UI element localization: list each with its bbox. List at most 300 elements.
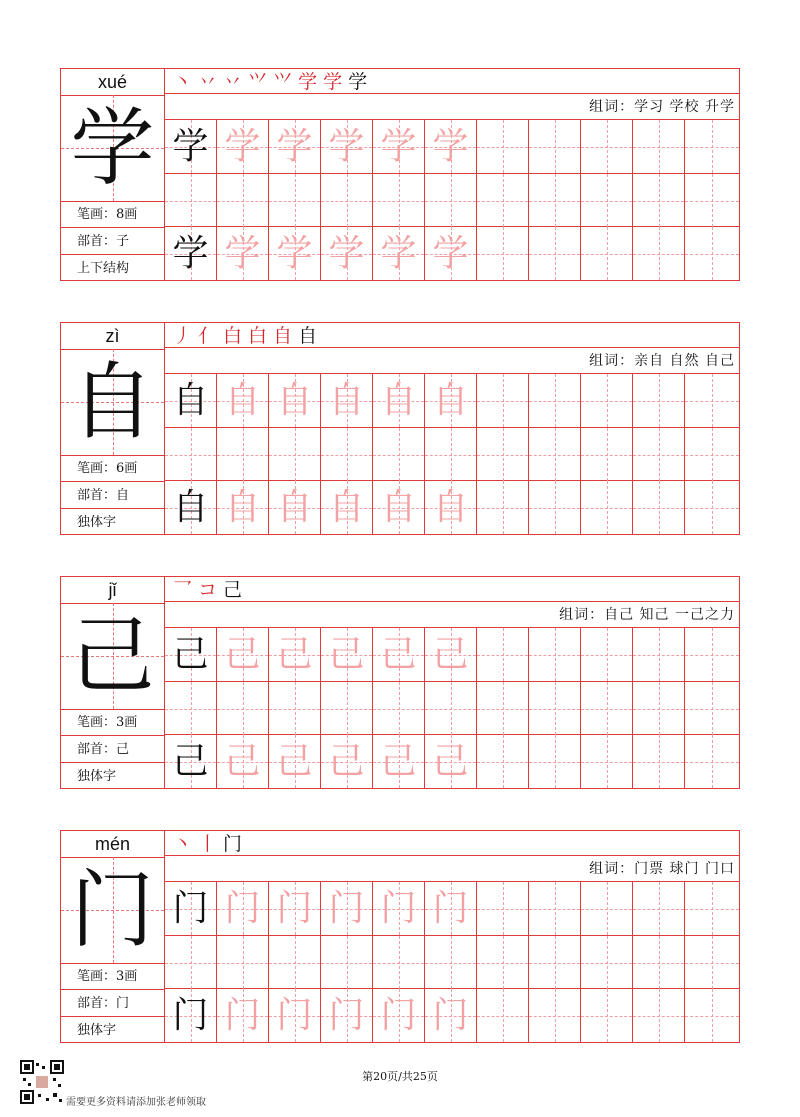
word-examples: 组词：自己 知己 一己之力 xyxy=(165,602,740,628)
practice-cell[interactable] xyxy=(217,120,269,173)
practice-cell[interactable] xyxy=(529,989,581,1042)
guide-line-v xyxy=(659,120,660,173)
practice-cell[interactable] xyxy=(373,936,425,989)
stroke-order-row xyxy=(165,68,740,94)
stroke-step: 丷 xyxy=(223,71,249,93)
stroke-count: 笔画：6画 xyxy=(61,456,164,482)
grid-row xyxy=(165,174,739,227)
guide-line-v xyxy=(607,120,608,173)
practice-cell[interactable] xyxy=(685,735,739,788)
char-block xyxy=(60,68,740,281)
guide-line-v xyxy=(712,174,713,227)
guide-line-v xyxy=(659,989,660,1042)
practice-cell[interactable] xyxy=(373,374,425,427)
practice-cell[interactable] xyxy=(217,628,269,681)
stroke-step: 亻 xyxy=(198,325,224,347)
practice-cell[interactable] xyxy=(269,227,321,280)
practice-cell[interactable] xyxy=(165,882,217,935)
guide-line-v xyxy=(503,882,504,935)
practice-cell[interactable] xyxy=(581,120,633,173)
practice-cell[interactable] xyxy=(321,174,373,227)
practice-cell[interactable] xyxy=(373,428,425,481)
stroke-step: 学 xyxy=(348,71,374,93)
char-info-column xyxy=(60,576,165,789)
guide-line-v xyxy=(243,174,244,227)
guide-line-v xyxy=(659,174,660,227)
practice-cell[interactable] xyxy=(217,174,269,227)
big-character: 自 xyxy=(70,353,155,451)
practice-cell[interactable] xyxy=(477,682,529,735)
radical-label: 部首：自 xyxy=(61,483,164,509)
big-char-cell xyxy=(61,857,164,964)
trace-character: 门 xyxy=(328,888,365,929)
guide-line-v xyxy=(399,174,400,227)
guide-line-v xyxy=(191,428,192,481)
stroke-step: 丶 xyxy=(173,833,199,855)
guide-line-v xyxy=(503,936,504,989)
grid-row xyxy=(165,481,739,534)
practice-cell[interactable] xyxy=(685,481,739,534)
practice-cell[interactable] xyxy=(581,374,633,427)
trace-character: 学 xyxy=(276,233,313,274)
practice-cell[interactable] xyxy=(477,428,529,481)
word-examples: 组词：学习 学校 升学 xyxy=(165,94,740,120)
practice-cell[interactable] xyxy=(633,227,685,280)
practice-cell[interactable] xyxy=(529,374,581,427)
stroke-step: 乛 xyxy=(173,579,199,601)
stroke-step: 白 xyxy=(248,325,274,347)
stroke-step: 丿 xyxy=(173,325,199,347)
trace-character: 学 xyxy=(432,126,469,167)
guide-line-v xyxy=(243,428,244,481)
practice-cell[interactable] xyxy=(685,882,739,935)
practice-cell[interactable] xyxy=(269,120,321,173)
practice-cell[interactable] xyxy=(633,682,685,735)
practice-cell[interactable] xyxy=(477,174,529,227)
practice-cell[interactable] xyxy=(425,936,477,989)
guide-line-v xyxy=(607,481,608,534)
practice-cell[interactable] xyxy=(633,735,685,788)
char-block xyxy=(60,830,740,1043)
stroke-step: 白 xyxy=(223,325,249,347)
practice-cell[interactable] xyxy=(373,682,425,735)
stroke-order-row xyxy=(165,322,740,348)
guide-line-v xyxy=(451,682,452,735)
practice-cell[interactable] xyxy=(581,682,633,735)
stroke-step: ⺍ xyxy=(248,71,274,93)
char-block xyxy=(60,576,740,789)
practice-cell[interactable] xyxy=(477,735,529,788)
practice-cell[interactable] xyxy=(477,936,529,989)
guide-line-v xyxy=(451,174,452,227)
stroke-step: 丨 xyxy=(198,833,224,855)
trace-character: 自 xyxy=(328,380,365,421)
practice-cell[interactable] xyxy=(269,682,321,735)
practice-cell[interactable] xyxy=(217,227,269,280)
practice-cell[interactable] xyxy=(425,735,477,788)
page-number: 第20页/共25页 xyxy=(362,1070,438,1083)
trace-character: 己 xyxy=(224,634,261,675)
practice-cell[interactable] xyxy=(269,989,321,1042)
practice-cell[interactable] xyxy=(373,174,425,227)
practice-cell[interactable] xyxy=(321,481,373,534)
practice-cell[interactable] xyxy=(529,174,581,227)
guide-line-v xyxy=(503,374,504,427)
trace-character: 自 xyxy=(432,380,469,421)
guide-line-v xyxy=(347,428,348,481)
practice-cell[interactable] xyxy=(321,735,373,788)
practice-cell[interactable] xyxy=(633,936,685,989)
trace-character: 自 xyxy=(380,380,417,421)
practice-cell[interactable] xyxy=(269,481,321,534)
practice-cell[interactable] xyxy=(165,227,217,280)
trace-character: 学 xyxy=(380,126,417,167)
practice-cell[interactable] xyxy=(321,120,373,173)
writing-grid xyxy=(165,628,740,789)
practice-cell[interactable] xyxy=(425,628,477,681)
guide-line-v xyxy=(607,227,608,280)
stroke-step: 己 xyxy=(223,579,249,601)
trace-character: 己 xyxy=(328,634,365,675)
practice-cell[interactable] xyxy=(217,936,269,989)
guide-line-v xyxy=(555,936,556,989)
practice-cell[interactable] xyxy=(633,374,685,427)
practice-cell[interactable] xyxy=(269,882,321,935)
grid-row xyxy=(165,882,739,935)
guide-line-v xyxy=(503,481,504,534)
practice-cell[interactable] xyxy=(581,481,633,534)
stroke-count: 笔画：3画 xyxy=(61,964,164,990)
practice-cell[interactable] xyxy=(685,428,739,481)
big-char-cell xyxy=(61,603,164,710)
trace-character: 己 xyxy=(328,741,365,782)
word-examples: 组词：亲自 自然 自己 xyxy=(165,348,740,374)
guide-line-v xyxy=(555,989,556,1042)
guide-line-v xyxy=(295,428,296,481)
stroke-step: ⺍ xyxy=(273,71,299,93)
guide-line-v xyxy=(451,428,452,481)
structure-label: 独体字 xyxy=(77,769,117,784)
practice-cell[interactable] xyxy=(477,628,529,681)
trace-character: 学 xyxy=(224,126,261,167)
practice-cell[interactable] xyxy=(217,989,269,1042)
guide-line-v xyxy=(712,120,713,173)
grid-row xyxy=(165,120,739,173)
guide-line-v xyxy=(295,174,296,227)
guide-line-v xyxy=(607,882,608,935)
practice-cell[interactable] xyxy=(581,735,633,788)
model-character: 自 xyxy=(172,487,209,528)
practice-cell[interactable] xyxy=(685,120,739,173)
practice-cell[interactable] xyxy=(373,481,425,534)
guide-line-v xyxy=(555,735,556,788)
grid-row xyxy=(165,735,739,788)
grid-row xyxy=(165,227,739,280)
practice-cell[interactable] xyxy=(373,882,425,935)
pinyin-label: jǐ xyxy=(61,577,164,604)
guide-line-v xyxy=(607,174,608,227)
practice-cell[interactable] xyxy=(529,735,581,788)
trace-character: 自 xyxy=(276,487,313,528)
practice-cell[interactable] xyxy=(425,682,477,735)
guide-line-v xyxy=(347,682,348,735)
practice-cell[interactable] xyxy=(685,989,739,1042)
practice-cell[interactable] xyxy=(425,428,477,481)
practice-cell[interactable] xyxy=(633,882,685,935)
guide-line-v xyxy=(399,428,400,481)
guide-line-v xyxy=(712,481,713,534)
trace-character: 学 xyxy=(328,233,365,274)
guide-line-v xyxy=(295,936,296,989)
practice-cell[interactable] xyxy=(321,374,373,427)
practice-cell[interactable] xyxy=(633,989,685,1042)
practice-cell[interactable] xyxy=(217,374,269,427)
practice-cell[interactable] xyxy=(165,481,217,534)
guide-line-v xyxy=(243,936,244,989)
practice-cell[interactable] xyxy=(685,628,739,681)
practice-cell[interactable] xyxy=(425,174,477,227)
practice-cell[interactable] xyxy=(685,227,739,280)
practice-cell[interactable] xyxy=(633,120,685,173)
practice-cell[interactable] xyxy=(581,628,633,681)
practice-cell[interactable] xyxy=(633,481,685,534)
practice-cell[interactable] xyxy=(269,628,321,681)
practice-cell[interactable] xyxy=(165,120,217,173)
guide-line-v xyxy=(503,989,504,1042)
practice-cell[interactable] xyxy=(425,882,477,935)
guide-line-v xyxy=(659,735,660,788)
guide-line-v xyxy=(503,120,504,173)
guide-line-v xyxy=(712,628,713,681)
practice-cell[interactable] xyxy=(373,227,425,280)
practice-cell[interactable] xyxy=(581,989,633,1042)
practice-cell[interactable] xyxy=(529,227,581,280)
char-info-column xyxy=(60,322,165,535)
guide-line-v xyxy=(555,120,556,173)
guide-line-v xyxy=(555,628,556,681)
practice-cell[interactable] xyxy=(165,174,217,227)
practice-cell[interactable] xyxy=(477,227,529,280)
guide-line-v xyxy=(503,682,504,735)
practice-cell[interactable] xyxy=(217,682,269,735)
grid-row xyxy=(165,628,739,681)
guide-line-v xyxy=(555,428,556,481)
guide-line-v xyxy=(607,936,608,989)
trace-character: 门 xyxy=(276,995,313,1036)
guide-line-v xyxy=(659,227,660,280)
guide-line-v xyxy=(191,682,192,735)
practice-cell[interactable] xyxy=(217,428,269,481)
guide-line-v xyxy=(659,428,660,481)
guide-line-v xyxy=(243,682,244,735)
practice-cell[interactable] xyxy=(321,936,373,989)
practice-cell[interactable] xyxy=(165,936,217,989)
radical-label: 部首：门 xyxy=(61,991,164,1017)
pinyin-label: mén xyxy=(61,831,164,858)
practice-cell[interactable] xyxy=(425,374,477,427)
practice-cell[interactable] xyxy=(529,882,581,935)
practice-cell[interactable] xyxy=(581,227,633,280)
pinyin-label: zì xyxy=(61,323,164,350)
guide-line-v xyxy=(295,682,296,735)
model-character: 自 xyxy=(172,380,209,421)
big-char-cell xyxy=(61,349,164,456)
practice-cell[interactable] xyxy=(685,374,739,427)
guide-line-v xyxy=(607,989,608,1042)
practice-cell[interactable] xyxy=(581,428,633,481)
trace-character: 门 xyxy=(224,888,261,929)
guide-line-v xyxy=(399,936,400,989)
guide-line-v xyxy=(607,735,608,788)
guide-line-v xyxy=(712,989,713,1042)
practice-cell[interactable] xyxy=(321,682,373,735)
trace-character: 自 xyxy=(224,380,261,421)
guide-line-v xyxy=(659,374,660,427)
guide-line-v xyxy=(712,735,713,788)
practice-cell[interactable] xyxy=(633,174,685,227)
practice-cell[interactable] xyxy=(165,374,217,427)
practice-cell[interactable] xyxy=(373,989,425,1042)
practice-cell[interactable] xyxy=(581,174,633,227)
guide-line-v xyxy=(712,227,713,280)
practice-cell[interactable] xyxy=(425,989,477,1042)
guide-line-v xyxy=(607,628,608,681)
word-examples: 组词：门票 球门 门口 xyxy=(165,856,740,882)
practice-cell[interactable] xyxy=(633,428,685,481)
practice-cell[interactable] xyxy=(685,174,739,227)
practice-cell[interactable] xyxy=(633,628,685,681)
trace-character: 学 xyxy=(432,233,469,274)
trace-character: 门 xyxy=(380,888,417,929)
practice-cell[interactable] xyxy=(581,882,633,935)
practice-cell[interactable] xyxy=(217,481,269,534)
guide-line-v xyxy=(712,682,713,735)
guide-line-v xyxy=(659,628,660,681)
trace-character: 自 xyxy=(276,380,313,421)
guide-line-v xyxy=(555,481,556,534)
practice-cell[interactable] xyxy=(425,227,477,280)
guide-line-v xyxy=(659,882,660,935)
trace-character: 己 xyxy=(380,741,417,782)
practice-cell[interactable] xyxy=(217,882,269,935)
trace-character: 己 xyxy=(432,634,469,675)
practice-cell[interactable] xyxy=(321,227,373,280)
guide-line-v xyxy=(191,936,192,989)
practice-cell[interactable] xyxy=(477,481,529,534)
trace-character: 门 xyxy=(380,995,417,1036)
writing-grid xyxy=(165,882,740,1043)
stroke-step: 门 xyxy=(223,833,249,855)
stroke-order-row xyxy=(165,830,740,856)
practice-cell[interactable] xyxy=(269,735,321,788)
model-character: 学 xyxy=(172,126,209,167)
stroke-step: 学 xyxy=(323,71,349,93)
practice-cell[interactable] xyxy=(321,989,373,1042)
guide-line-v xyxy=(503,174,504,227)
radical-label: 部首：己 xyxy=(61,737,164,763)
practice-cell[interactable] xyxy=(425,481,477,534)
big-character: 门 xyxy=(70,861,155,959)
model-character: 己 xyxy=(172,741,209,782)
char-info-column xyxy=(60,68,165,281)
model-character: 门 xyxy=(172,888,209,929)
trace-character: 学 xyxy=(276,126,313,167)
trace-character: 己 xyxy=(224,741,261,782)
model-character: 门 xyxy=(172,995,209,1036)
practice-cell[interactable] xyxy=(581,936,633,989)
guide-line-v xyxy=(347,174,348,227)
guide-line-v xyxy=(607,428,608,481)
practice-cell[interactable] xyxy=(165,735,217,788)
practice-cell[interactable] xyxy=(321,628,373,681)
practice-cell[interactable] xyxy=(165,682,217,735)
practice-cell[interactable] xyxy=(529,120,581,173)
char-info-column xyxy=(60,830,165,1043)
big-char-cell xyxy=(61,95,164,202)
practice-cell[interactable] xyxy=(529,428,581,481)
model-character: 己 xyxy=(172,634,209,675)
structure-label: 独体字 xyxy=(77,1023,117,1038)
guide-line-v xyxy=(503,628,504,681)
practice-cell[interactable] xyxy=(529,682,581,735)
guide-line-v xyxy=(555,227,556,280)
practice-cell[interactable] xyxy=(477,882,529,935)
big-character: 己 xyxy=(70,607,155,705)
practice-cell[interactable] xyxy=(685,936,739,989)
practice-cell[interactable] xyxy=(269,428,321,481)
practice-cell[interactable] xyxy=(529,628,581,681)
guide-line-v xyxy=(555,374,556,427)
guide-line-v xyxy=(712,374,713,427)
practice-cell[interactable] xyxy=(373,735,425,788)
practice-cell[interactable] xyxy=(373,628,425,681)
practice-cell[interactable] xyxy=(425,120,477,173)
trace-character: 门 xyxy=(432,888,469,929)
practice-cell[interactable] xyxy=(165,989,217,1042)
stroke-step: 自 xyxy=(298,325,324,347)
practice-cell[interactable] xyxy=(269,174,321,227)
practice-cell[interactable] xyxy=(217,735,269,788)
stroke-count: 笔画：8画 xyxy=(61,202,164,228)
grid-row xyxy=(165,936,739,989)
guide-line-v xyxy=(659,936,660,989)
practice-cell[interactable] xyxy=(165,428,217,481)
char-block xyxy=(60,322,740,535)
trace-character: 门 xyxy=(328,995,365,1036)
trace-character: 己 xyxy=(276,741,313,782)
practice-cell[interactable] xyxy=(685,682,739,735)
practice-cell[interactable] xyxy=(477,120,529,173)
practice-cell[interactable] xyxy=(269,936,321,989)
practice-cell[interactable] xyxy=(529,481,581,534)
practice-cell[interactable] xyxy=(165,628,217,681)
practice-cell[interactable] xyxy=(477,989,529,1042)
practice-cell[interactable] xyxy=(269,374,321,427)
structure-label: 独体字 xyxy=(77,515,117,530)
trace-character: 自 xyxy=(328,487,365,528)
grid-row xyxy=(165,682,739,735)
stroke-step: 自 xyxy=(273,325,299,347)
guide-line-v xyxy=(399,682,400,735)
grid-row xyxy=(165,428,739,481)
practice-cell[interactable] xyxy=(477,374,529,427)
practice-cell[interactable] xyxy=(373,120,425,173)
practice-cell[interactable] xyxy=(529,936,581,989)
practice-cell[interactable] xyxy=(321,428,373,481)
writing-grid xyxy=(165,120,740,281)
stroke-step: 丷 xyxy=(198,71,224,93)
practice-cell[interactable] xyxy=(321,882,373,935)
